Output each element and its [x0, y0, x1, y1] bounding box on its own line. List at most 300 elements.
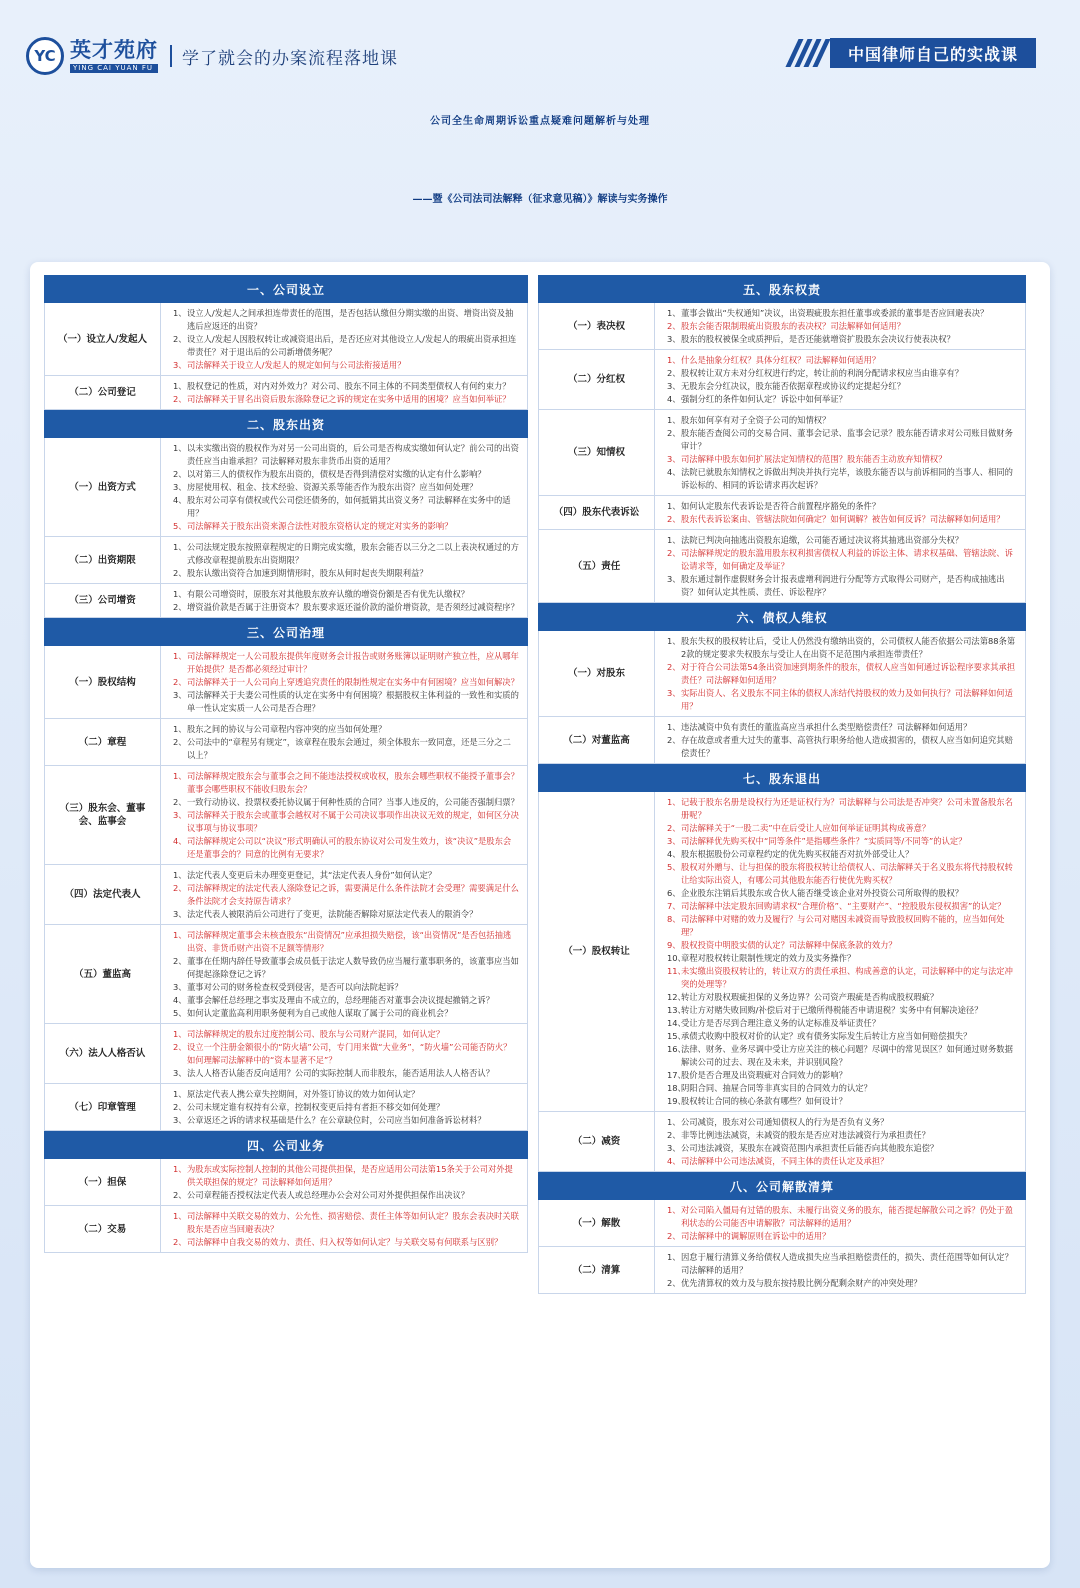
question-item [667, 1142, 1017, 1155]
question-item [667, 1069, 1017, 1082]
topic-label: （五）责任 [539, 530, 655, 602]
question-number: 2、 [173, 394, 187, 404]
question-item [667, 307, 1017, 320]
question-number: 2、 [173, 677, 187, 687]
question-item [667, 500, 1017, 513]
topic-label: （二）减资 [539, 1112, 655, 1171]
question-number: 2、 [667, 662, 681, 672]
question-list [655, 530, 1025, 602]
topic-row [44, 438, 528, 537]
question-text: 司法解释中对赌的效力及履行？与公司对赌因未减资而导致股权回购不能的，应当如何处理？ [681, 914, 1005, 937]
question-number: 3、 [667, 454, 681, 464]
question-text: 设立人/发起人之间承担连带责任的范围，是否包括认缴但分期实缴的出资、增资出资及抽逃后应返还的出资？ [187, 308, 514, 331]
question-item [667, 1043, 1017, 1069]
question-item [667, 466, 1017, 492]
question-number: 1、 [173, 930, 187, 940]
question-number: 5、 [173, 1008, 187, 1018]
question-text: 法院已就股东知情权之诉做出判决并执行完毕，该股东能否以与前诉相同的当事人、相同的诉讼标的、相同的诉讼请求再次起诉？ [681, 467, 1013, 490]
question-text: 非等比例违法减资，未减资的股东是否应对违法减资行为承担责任？ [681, 1130, 930, 1140]
topic-label: （五）董监高 [45, 925, 161, 1023]
question-text: 司法解释关于一人公司向上穿透追究责任的限制性规定在实务中有何困境？应当如何解决？ [187, 677, 519, 687]
logo-emblem-icon: YC [26, 37, 64, 75]
question-number: 12、 [667, 992, 686, 1002]
question-number: 6、 [667, 888, 681, 898]
question-item [667, 939, 1017, 952]
question-number: 4、 [667, 849, 681, 859]
question-number: 5、 [173, 521, 187, 531]
question-list [161, 537, 527, 583]
tagline: 学了就会的办案流程落地课 [182, 48, 398, 69]
question-text: 司法解释关于“一股二卖”中在后受让人应如何举证证明其构成善意？ [681, 823, 931, 833]
content-panel [30, 262, 1050, 1568]
question-text: 承债式收购中股权对价的认定？或有债务实际发生后转让方应当如何赔偿损失？ [681, 1031, 972, 1041]
question-number: 2、 [667, 1130, 681, 1140]
question-text: 股权转让双方未对分红权进行约定，转让前的利润分配请求权应当由谁享有？ [681, 368, 964, 378]
question-text: 司法解释关于股东会或董事会越权对不属于公司决议事项作出决议无效的规定，如何区分决议事项与协议事项？ [187, 810, 519, 833]
question-text: 司法解释关于股东出资来源合法性对股东资格认定的规定对实务的影响？ [187, 521, 453, 531]
question-number: 3、 [667, 688, 681, 698]
topic-row [538, 530, 1026, 603]
question-text: 公章返还之诉的请求权基础是什么？在公章缺位时，公司应当如何准备诉讼材料？ [187, 1115, 486, 1125]
question-item [173, 1067, 519, 1080]
section-header: 三、公司治理 [44, 618, 528, 646]
question-text: 司法解释规定的股东过度控制公司、股东与公司财产混同，如何认定？ [187, 1029, 445, 1039]
question-item [173, 1236, 519, 1249]
question-text: 原法定代表人携公章失控期间，对外签订协议的效力如何认定？ [187, 1089, 420, 1099]
question-list [161, 1024, 527, 1083]
question-number: 3、 [173, 810, 187, 820]
question-text: 股权对外赠与、让与担保的股东将股权转让给债权人、司法解释关于名义股东将代持股权转让给实际出资人，有哪公司其他股东能否行使优先购买权？ [681, 862, 1013, 885]
question-item [667, 1251, 1017, 1277]
question-text: 实际出资人、名义股东不同主体的债权人冻结代持股权的效力及如何执行？司法解释如何适用？ [681, 688, 1013, 711]
section-header: 七、股东退出 [538, 764, 1026, 792]
question-number: 2、 [667, 823, 681, 833]
question-text: 房屋使用权、租金、技术经验、资源关系等能否作为股东出资？应当如何处理？ [187, 482, 478, 492]
question-item [667, 414, 1017, 427]
question-text: 董事会做出“失权通知”决议，出资瑕疵股东担任董事或委派的董事是否应回避表决？ [681, 308, 989, 318]
question-text: 股东根据股份公司章程约定的优先购买权能否对抗外部受让人？ [681, 849, 914, 859]
question-text: 司法解释规定的股东滥用股东权利损害债权人利益的诉讼主体、请求权基础、管辖法院、诉讼请求等，如何确定及举证？ [681, 548, 1013, 571]
topic-row [538, 1247, 1026, 1294]
topic-row [538, 410, 1026, 496]
question-list [161, 303, 527, 375]
slogan-text: 中国律师自己的实战课 [830, 38, 1036, 68]
question-text: 司法解释中法定股东回购请求权“合理价格”、“主要财产”、“控股股东侵权损害”的认定？ [681, 901, 1006, 911]
topic-label: （四）法定代表人 [45, 865, 161, 924]
question-item [667, 913, 1017, 939]
question-text: 违法减资中负有责任的董监高应当承担什么类型赔偿责任？司法解释如何适用？ [681, 722, 972, 732]
question-number: 1、 [667, 1252, 681, 1262]
topic-label: （二）交易 [45, 1206, 161, 1252]
question-number: 1、 [173, 1089, 187, 1099]
question-text: 股东能否查阅公司的交易合同、董事会记录、监事会记录？股东能否请求对公司账目做财务审计？ [681, 428, 1013, 451]
topic-label: （一）表决权 [539, 303, 655, 349]
question-number: 2、 [173, 1190, 187, 1200]
topic-row [44, 376, 528, 410]
question-text: 对公司陷入僵局有过错的股东、未履行出资义务的股东，能否提起解散公司之诉？仍处于盈利状态的公司能否申请解散？司法解释的适用？ [681, 1205, 1013, 1228]
question-item [667, 513, 1017, 526]
question-list [161, 646, 527, 718]
question-number: 15、 [667, 1031, 686, 1041]
question-number: 2、 [173, 469, 187, 479]
topic-row [44, 303, 528, 376]
topic-row [538, 496, 1026, 530]
question-number: 3、 [173, 690, 187, 700]
question-number: 3、 [173, 1115, 187, 1125]
question-text: 股权登记的性质，对内对外效力？对公司、股东不同主体的不同类型债权人有何约束力？ [187, 381, 511, 391]
topic-label: （一）对股东 [539, 631, 655, 716]
question-number: 1、 [667, 1117, 681, 1127]
question-text: 法定代表人变更后未办理变更登记，其“法定代表人身份”如何认定？ [187, 870, 437, 880]
question-text: 公司未规定谁有权持有公章，控制权变更后持有者拒不移交如何处理？ [187, 1102, 445, 1112]
question-item [667, 1095, 1017, 1108]
question-item [667, 534, 1017, 547]
question-text: 股东通过制作虚假财务会计报表虚增利润进行分配等方式取得公司财产，是否构成抽逃出资？如何认定其性质、责任、诉讼程序？ [681, 574, 1005, 597]
question-item [173, 1210, 519, 1236]
question-text: 法律、财务、业务尽调中受让方应关注的核心问题？尽调中的常见误区？如何通过财务数据解读公司的过去、现在及未来，并识别风险？ [681, 1044, 1013, 1067]
question-item [667, 635, 1017, 661]
question-item [173, 359, 519, 372]
brand-logo[interactable] [26, 34, 398, 78]
question-item [667, 965, 1017, 991]
topic-label: （三）公司增资 [45, 584, 161, 617]
question-list [655, 410, 1025, 495]
question-item [667, 367, 1017, 380]
question-item [667, 1082, 1017, 1095]
question-text: 公司法中的“章程另有规定”，该章程在股东会通过，须全体股东一致同意，还是三分之二以上？ [187, 737, 511, 760]
topic-label: （二）分红权 [539, 350, 655, 409]
question-number: 4、 [173, 495, 187, 505]
question-item [173, 307, 519, 333]
question-number: 18、 [667, 1083, 686, 1093]
question-text: 以对第三人的债权作为股东出资的，债权是否得到清偿对实缴的认定有什么影响？ [187, 469, 486, 479]
question-list [161, 865, 527, 924]
question-number: 1、 [667, 797, 681, 807]
question-item [173, 1189, 519, 1202]
question-number: 3、 [667, 1143, 681, 1153]
question-item [173, 1088, 519, 1101]
question-item [173, 588, 519, 601]
question-item [667, 1017, 1017, 1030]
question-item [173, 567, 519, 580]
question-number: 10、 [667, 953, 686, 963]
question-number: 1、 [173, 870, 187, 880]
question-text: 股东之间的协议与公司章程内容冲突的应当如何处理？ [187, 724, 387, 734]
question-text: 司法解释关于设立人/发起人的规定如何与公司法衔接适用？ [187, 360, 406, 370]
question-text: 未实缴出资股权转让的，转让双方的责任承担、构成善意的认定，司法解释中的定与法定冲突的处理等？ [681, 966, 1013, 989]
question-number: 1、 [173, 589, 187, 599]
section-header: 八、公司解散清算 [538, 1172, 1026, 1200]
question-number: 2、 [173, 737, 187, 747]
question-text: 公司章程能否授权法定代表人或总经理办公会对公司对外提供担保作出决议？ [187, 1190, 470, 1200]
question-number: 1、 [173, 1029, 187, 1039]
question-item [173, 520, 519, 533]
question-item [667, 861, 1017, 887]
topic-row [538, 717, 1026, 764]
question-text: 股东代表诉讼案由、管辖法院如何确定？如何调解？被告如何反诉？司法解释如何适用？ [681, 514, 1005, 524]
topic-label: （二）出资期限 [45, 537, 161, 583]
question-number: 14、 [667, 1018, 686, 1028]
slogan-badge [792, 38, 1036, 68]
question-number: 1、 [173, 1211, 187, 1221]
question-item [173, 770, 519, 796]
question-item [667, 848, 1017, 861]
topic-label: （一）出资方式 [45, 438, 161, 536]
question-item [667, 354, 1017, 367]
topic-label: （三）知情权 [539, 410, 655, 495]
question-text: 股东对公司享有债权或代公司偿还债务的，如何抵销其出资义务？司法解释在实务中的适用？ [187, 495, 511, 518]
question-number: 5、 [667, 862, 681, 872]
question-text: 司法解释优先购买权中“同等条件”是指哪些条件？“实质同等/不同等”的认定？ [681, 836, 967, 846]
topic-row [44, 537, 528, 584]
question-number: 3、 [667, 836, 681, 846]
question-item [173, 1028, 519, 1041]
logo-name: 英才苑府 [70, 37, 158, 62]
question-number: 8、 [667, 914, 681, 924]
question-number: 2、 [173, 1102, 187, 1112]
stripes-decoration [792, 39, 824, 67]
topic-row [44, 1206, 528, 1253]
section-header: 六、债权人维权 [538, 603, 1026, 631]
question-number: 1、 [667, 535, 681, 545]
question-text: 以未实缴出资的股权作为对另一公司出资的，后公司是否构成实缴如何认定？前公司的出资责任应当由谁承担？司法解释对股东非货币出资的适用？ [187, 443, 519, 466]
question-item [173, 809, 519, 835]
question-item [173, 676, 519, 689]
question-list [655, 717, 1025, 763]
page-title: 公司全生命周期诉讼重点疑难问题解析与处理 [430, 116, 650, 127]
question-item [173, 955, 519, 981]
topic-label: （一）股权转让 [539, 792, 655, 1111]
question-text: 董事在任期内辞任导致董事会成员低于法定人数导致仍应当履行董事职务的，该董事应当如何提起涤除登记之诉？ [187, 956, 519, 979]
question-item [667, 887, 1017, 900]
question-number: 1、 [667, 722, 681, 732]
topic-row [44, 766, 528, 865]
section-header: 二、股东出资 [44, 410, 528, 438]
section-header: 一、公司设立 [44, 275, 528, 303]
question-number: 2、 [667, 321, 681, 331]
question-number: 2、 [173, 1237, 187, 1247]
question-number: 3、 [173, 982, 187, 992]
question-list [655, 1200, 1025, 1246]
question-item [667, 380, 1017, 393]
question-number: 4、 [173, 995, 187, 1005]
question-text: 转让方对赌失败回购/补偿后对于已缴所得税能否申请退税？实务中有何解决途径？ [681, 1005, 983, 1015]
question-item [173, 994, 519, 1007]
question-number: 3、 [173, 909, 187, 919]
question-text: 股东失权的股权转让后，受让人仍然没有缴纳出资的，公司债权人能否依据公司法第88条第2款的规定要求失权股东与受让人在出资不足范围内承担连带责任？ [681, 636, 1016, 659]
question-text: 转让方对股权瑕疵担保的义务边界？公司资产瑕疵是否构成股权瑕疵？ [681, 992, 939, 1002]
question-number: 1、 [173, 771, 187, 781]
question-text: 因怠于履行清算义务给债权人造成损失应当承担赔偿责任的，损失、责任范围等如何认定？司法解释的适用？ [681, 1252, 1013, 1275]
question-number: 2、 [667, 368, 681, 378]
question-number: 3、 [173, 1068, 187, 1078]
question-item [173, 1163, 519, 1189]
question-list [161, 925, 527, 1023]
question-number: 1、 [667, 415, 681, 425]
question-text: 公司违法减资，某股东在减资范围内承担责任后能否向其他股东追偿？ [681, 1143, 939, 1153]
question-number: 1、 [173, 308, 187, 318]
topic-label: （二）章程 [45, 719, 161, 765]
topic-row [44, 646, 528, 719]
topic-label: （一）股权结构 [45, 646, 161, 718]
question-text: 司法解释规定一人公司股东提供年度财务会计报告或财务账簿以证明财产独立性，应从哪年开始提供？是否都必须经过审计？ [187, 651, 519, 674]
question-number: 3、 [667, 334, 681, 344]
question-number: 19、 [667, 1096, 686, 1106]
question-text: 司法解释规定股东会与董事会之间不能违法授权或收权，股东会哪些职权不能授予董事会？董事会哪些职权不能收归股东会？ [187, 771, 519, 794]
question-text: 司法解释关于夫妻公司性质的认定在实务中有何困境？根据股权主体利益的一致性和实质的单一性认定实质一人公司是否合理？ [187, 690, 519, 713]
question-text: 法定代表人被限消后公司进行了变更，法院能否解除对原法定代表人的限消令？ [187, 909, 478, 919]
question-number: 1、 [173, 651, 187, 661]
question-item [173, 796, 519, 809]
question-item [667, 721, 1017, 734]
question-text: 设立人/发起人因股权转让或减资退出后，是否还应对其他设立人/发起人的瑕疵出资承担连带责任？对于退出后的公司新增债务呢？ [187, 334, 517, 357]
question-item [173, 380, 519, 393]
right-column [538, 275, 1026, 1294]
question-text: 一致行动协议、投票权委托协议属于何种性质的合同？当事人违反的，公司能否强制归票？ [187, 797, 519, 807]
question-text: 司法解释中的调解原则在诉讼中的适用？ [681, 1231, 831, 1241]
question-number: 1、 [173, 724, 187, 734]
question-text: 什么是抽象分红权？具体分红权？司法解释如何适用？ [681, 355, 881, 365]
question-list [161, 1206, 527, 1252]
question-text: 记载于股东名册是设权行为还是证权行为？司法解释与公司法是否冲突？公司未置备股东名册呢？ [681, 797, 1013, 820]
question-item [667, 453, 1017, 466]
question-item [667, 661, 1017, 687]
question-text: 章程对股权转让限制性规定的效力及实务操作？ [681, 953, 856, 963]
question-text: 公司减资，股东对公司通知债权人的行为是否负有义务？ [681, 1117, 889, 1127]
question-text: 司法解释规定公司以“决议”形式明确认可的股东协议对公司发生效力，该“决议”是股东会还是董事会的？同意的比例有无要求？ [187, 836, 512, 859]
question-text: 增资溢价款是否属于注册资本？股东要求返还溢价款的溢价增资款，是否须经过减资程序？ [187, 602, 519, 612]
question-text: 公司法规定股东按照章程规定的日期完成实缴，股东会能否以三分之二以上表决权通过的方式修改章程提前股东出资期限？ [187, 542, 519, 565]
topic-row [538, 1112, 1026, 1172]
question-number: 16、 [667, 1044, 686, 1054]
question-item [173, 442, 519, 468]
question-text: 阴阳合同、抽屉合同等非真实目的合同效力的认定？ [681, 1083, 872, 1093]
question-item [173, 601, 519, 614]
divider [170, 45, 172, 67]
topic-label: （一）解散 [539, 1200, 655, 1246]
question-number: 1、 [173, 381, 187, 391]
question-item [173, 736, 519, 762]
topic-row [44, 1084, 528, 1131]
topic-label: （六）法人人格否认 [45, 1024, 161, 1083]
question-text: 股权转让合同的核心条款有哪些？如何设计？ [681, 1096, 847, 1106]
question-number: 1、 [667, 355, 681, 365]
question-text: 股东如何享有对子全资子公司的知情权？ [681, 415, 831, 425]
question-number: 2、 [667, 1278, 681, 1288]
question-number: 2、 [173, 602, 187, 612]
question-item [667, 427, 1017, 453]
question-item [173, 689, 519, 715]
question-list [161, 719, 527, 765]
question-list [161, 1084, 527, 1130]
question-item [667, 1116, 1017, 1129]
topic-row [538, 792, 1026, 1112]
question-item [173, 929, 519, 955]
question-number: 4、 [667, 394, 681, 404]
question-number: 11、 [667, 966, 686, 976]
topic-row [44, 1159, 528, 1206]
question-number: 4、 [667, 467, 681, 477]
topic-label: （七）印章管理 [45, 1084, 161, 1130]
question-item [667, 991, 1017, 1004]
question-item [173, 882, 519, 908]
topic-row [538, 350, 1026, 410]
question-item [667, 333, 1017, 346]
question-number: 2、 [173, 1042, 187, 1052]
question-text: 有限公司增资时，原股东对其他股东放弃认缴的增资份额是否有优先认缴权？ [187, 589, 470, 599]
question-number: 1、 [667, 1205, 681, 1215]
question-number: 13、 [667, 1005, 686, 1015]
question-number: 4、 [173, 836, 187, 846]
logo-text [70, 37, 158, 73]
page-subtitle: ——暨《公司法司法解释（征求意见稿）》解读与实务操作 [412, 194, 668, 205]
question-number: 1、 [667, 501, 681, 511]
question-number: 17、 [667, 1070, 686, 1080]
question-number: 2、 [173, 334, 187, 344]
topic-row [538, 631, 1026, 717]
question-item [173, 723, 519, 736]
question-list [655, 631, 1025, 716]
question-text: 司法解释中关联交易的效力、公允性、损害赔偿、责任主体等如何认定？股东会表决时关联股东是否应当回避表决？ [187, 1211, 519, 1234]
question-text: 股东会能否限制瑕疵出资股东的表决权？司法解释如何适用？ [681, 321, 906, 331]
topic-label: （二）清算 [539, 1247, 655, 1293]
question-text: 司法解释中股东如何扩展法定知情权的范围？股东能否主动放弃知情权？ [681, 454, 947, 464]
question-list [161, 376, 527, 409]
question-item [667, 952, 1017, 965]
question-item [667, 320, 1017, 333]
question-item [173, 1041, 519, 1067]
question-list [655, 1112, 1025, 1171]
question-number: 3、 [173, 482, 187, 492]
question-number: 1、 [173, 443, 187, 453]
question-list [655, 1247, 1025, 1293]
question-item [667, 822, 1017, 835]
section-header: 四、公司业务 [44, 1131, 528, 1159]
question-item [173, 981, 519, 994]
question-text: 股东认缴出资符合加速到期情形时，股东从何时起丧失期限利益？ [187, 568, 428, 578]
question-text: 无股东会分红决议，股东能否依据章程或协议约定提起分红？ [681, 381, 906, 391]
question-number: 9、 [667, 940, 681, 950]
question-list [655, 303, 1025, 349]
topic-label: （二）公司登记 [45, 376, 161, 409]
question-item [173, 1114, 519, 1127]
question-number: 2、 [173, 883, 187, 893]
question-item [173, 650, 519, 676]
section-header: 五、股东权责 [538, 275, 1026, 303]
question-text: 股价是否合理及出资瑕疵对合同效力的影响？ [681, 1070, 847, 1080]
question-item [173, 908, 519, 921]
question-text: 董事会解任总经理之事实及理由不成立的，总经理能否对董事会决议提起撤销之诉？ [187, 995, 494, 1005]
question-list [161, 1159, 527, 1205]
topic-row [44, 584, 528, 618]
question-text: 司法解释中自我交易的效力、责任、归入权等如何认定？与关联交易有何联系与区别？ [187, 1237, 503, 1247]
question-item [667, 1004, 1017, 1017]
question-item [173, 869, 519, 882]
question-text: 董事对公司的财务检查权受到侵害，是否可以向法院起诉？ [187, 982, 403, 992]
question-item [667, 573, 1017, 599]
question-item [173, 494, 519, 520]
question-number: 4、 [667, 1156, 681, 1166]
question-text: 司法解释规定董事会未核查股东“出资情况”应承担损失赔偿，该“出资情况”是否包括抽逃出资、非货币财产出资不足额等情形？ [187, 930, 512, 953]
question-number: 2、 [173, 568, 187, 578]
question-item [667, 547, 1017, 573]
question-number: 1、 [173, 542, 187, 552]
question-number: 1、 [173, 1164, 187, 1174]
question-item [173, 1101, 519, 1114]
question-item [173, 541, 519, 567]
question-text: 司法解释关于冒名出资后股东涤除登记之诉的规定在实务中适用的困境？应当如何举证？ [187, 394, 511, 404]
question-item [667, 393, 1017, 406]
